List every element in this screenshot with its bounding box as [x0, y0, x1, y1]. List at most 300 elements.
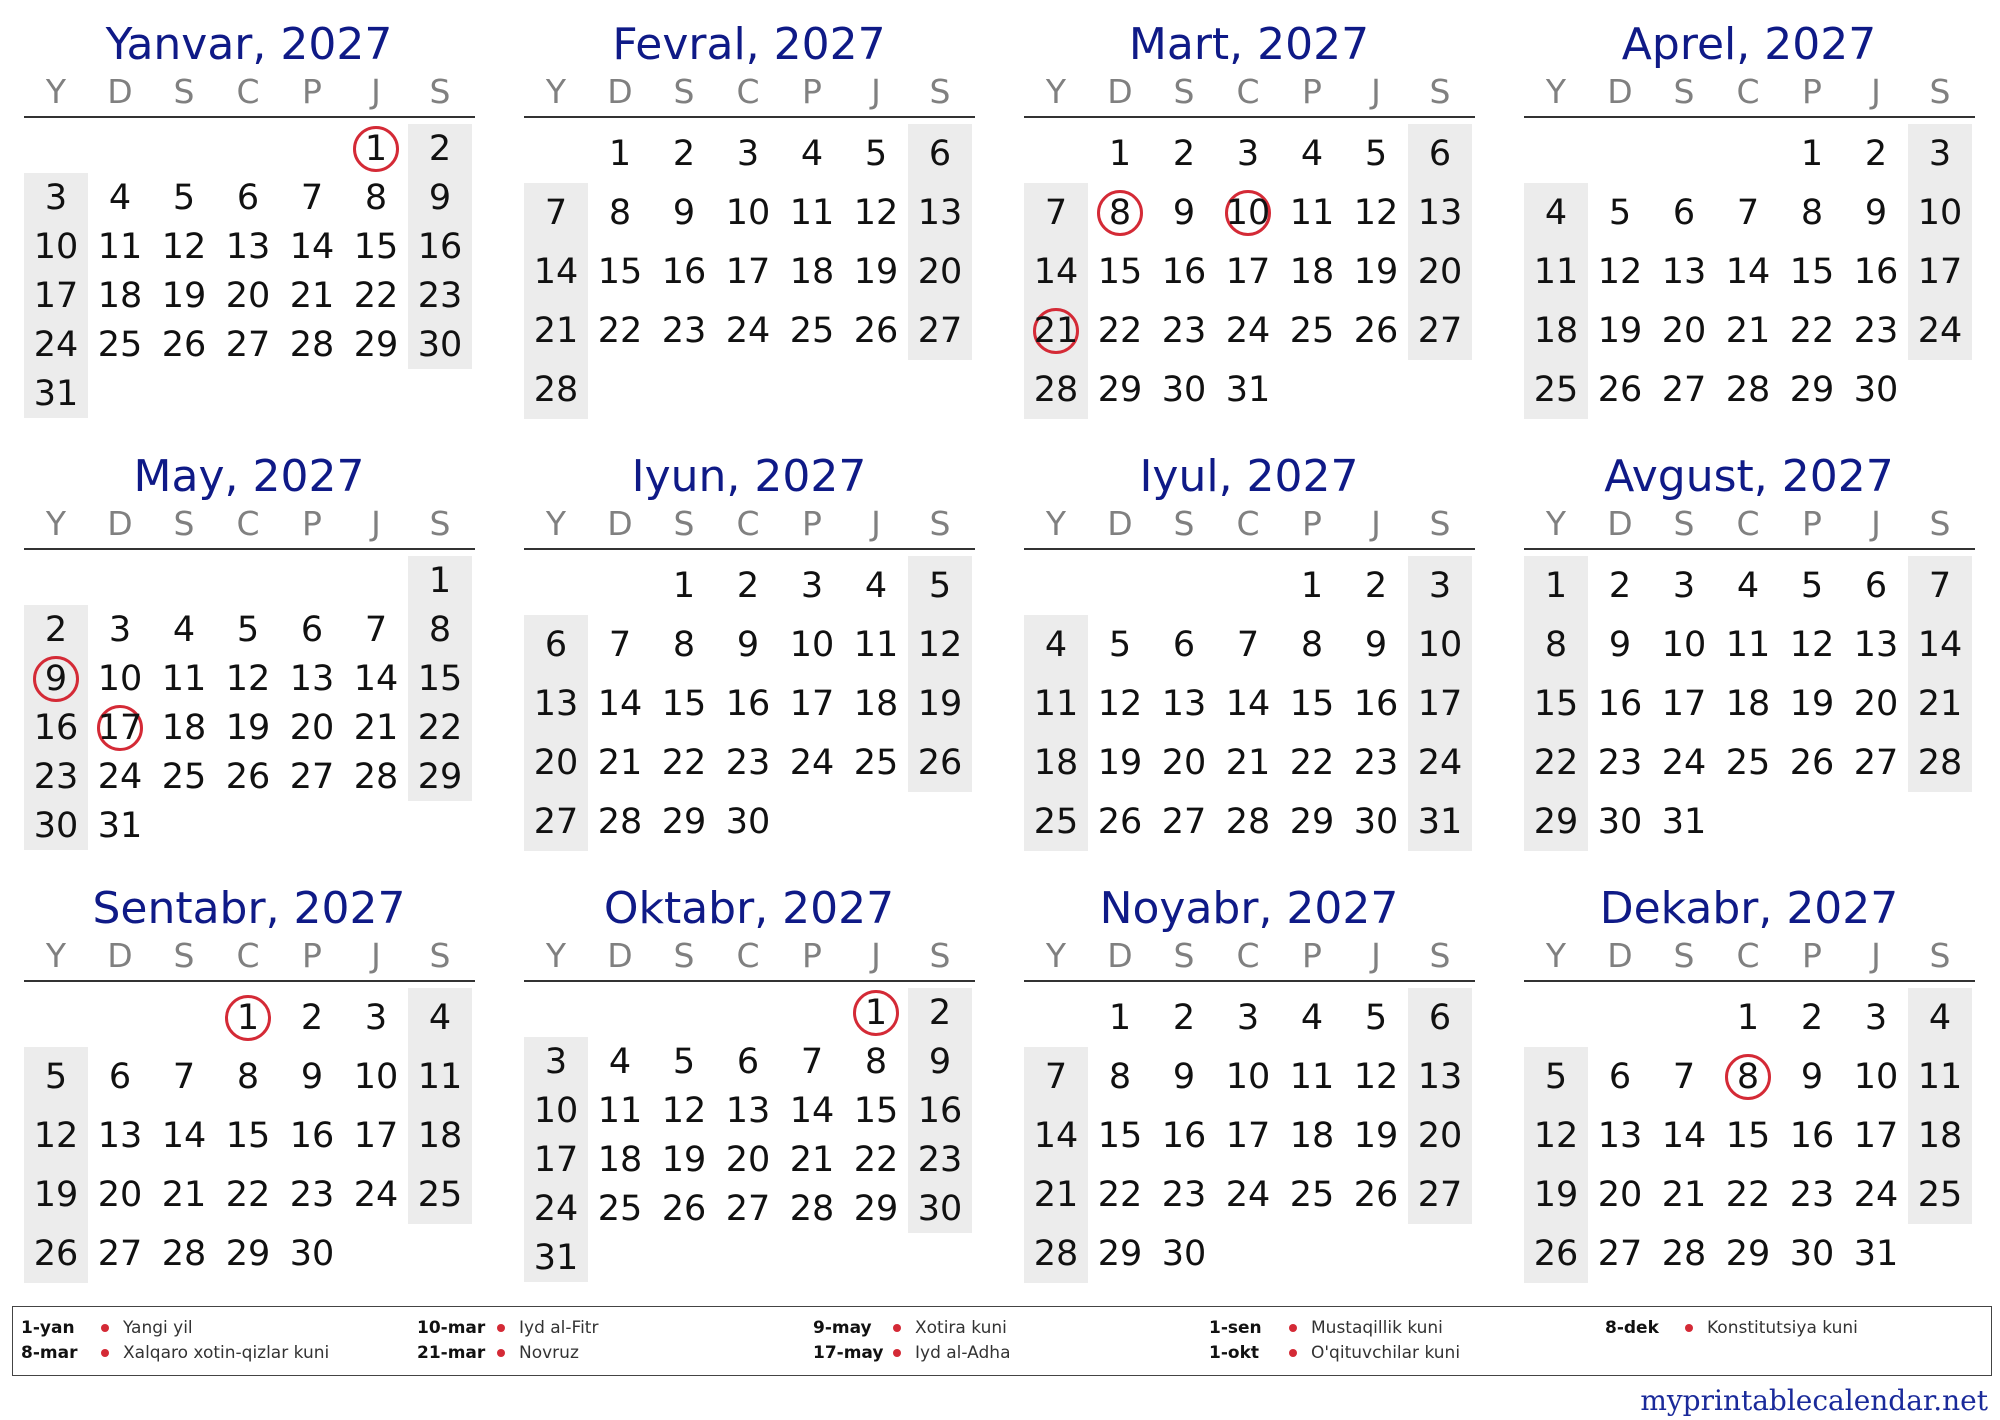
empty-day-cell: [408, 801, 472, 850]
weekday-header: Y: [545, 504, 567, 543]
calendar-day: [908, 1184, 972, 1233]
day-number: 2: [736, 565, 760, 606]
weekday-header: J: [1871, 936, 1881, 975]
calendar-day: [1652, 1224, 1716, 1283]
calendar-day: [716, 242, 780, 301]
day-number: 7: [1044, 1056, 1068, 1097]
day-number: 8: [428, 609, 452, 650]
day-number: 28: [289, 324, 335, 365]
calendar-day: [588, 124, 652, 183]
calendar-day: [408, 752, 472, 801]
calendar-day: [1344, 733, 1408, 792]
day-number: 21: [353, 707, 399, 748]
day-number: 16: [1597, 683, 1643, 724]
calendar-day: [1652, 1165, 1716, 1224]
calendar-grid: [24, 14, 1974, 1310]
day-number: 10: [1417, 624, 1463, 665]
calendar-day: [1280, 556, 1344, 615]
calendar-day: [88, 1047, 152, 1106]
calendar-day: [1524, 1106, 1588, 1165]
calendar-day: [780, 556, 844, 615]
weekday-header-row: [524, 936, 974, 978]
day-number: 6: [1172, 624, 1196, 665]
day-number: 5: [1108, 624, 1132, 665]
calendar-day: [652, 674, 716, 733]
weekday-header: J: [1371, 504, 1381, 543]
calendar-day: [1344, 242, 1408, 301]
legend-date: 17-may: [813, 1342, 884, 1363]
calendar-day: [524, 792, 588, 851]
day-number: 26: [1533, 1233, 1579, 1274]
empty-day-cell: [152, 369, 216, 418]
day-number: 2: [672, 133, 696, 174]
calendar-day: [1216, 360, 1280, 419]
day-number: 15: [1725, 1115, 1771, 1156]
calendar-day: [24, 801, 88, 850]
calendar-day: [1088, 733, 1152, 792]
day-number: 15: [225, 1115, 271, 1156]
day-number: 29: [417, 756, 463, 797]
calendar-day: [1344, 124, 1408, 183]
calendar-day: [1024, 1047, 1088, 1106]
calendar-day: [1088, 1106, 1152, 1165]
weekday-header-row: [524, 504, 974, 546]
calendar-day: [908, 1135, 972, 1184]
calendar-day: [1652, 792, 1716, 851]
calendar-day: [1652, 183, 1716, 242]
day-number: 2: [1864, 133, 1888, 174]
calendar-day: [24, 1165, 88, 1224]
calendar-day: [1780, 1224, 1844, 1283]
calendar-day: [344, 173, 408, 222]
calendar-day: [344, 1047, 408, 1106]
empty-day-cell: [780, 988, 844, 1037]
day-number: 28: [353, 756, 399, 797]
day-number: 19: [33, 1174, 79, 1215]
calendar-day: [908, 988, 972, 1037]
day-number: 12: [225, 658, 271, 699]
calendar-day: [1588, 1165, 1652, 1224]
calendar-day: [1588, 792, 1652, 851]
day-number: 15: [1097, 1115, 1143, 1156]
weekday-header: C: [1736, 504, 1760, 543]
day-number: 28: [1225, 801, 1271, 842]
month-title: Dekabr, 2027: [1599, 883, 1899, 934]
day-number: 15: [353, 226, 399, 267]
day-number: 12: [1533, 1115, 1579, 1156]
calendar-day: [652, 792, 716, 851]
weekday-header: P: [1802, 936, 1822, 975]
day-number: 9: [1864, 192, 1888, 233]
day-number: 24: [97, 756, 143, 797]
day-number: 6: [300, 609, 324, 650]
calendar-day: [216, 752, 280, 801]
day-number: 7: [1672, 1056, 1696, 1097]
day-number: 7: [1044, 192, 1068, 233]
day-number: 30: [1161, 1233, 1207, 1274]
calendar-day: [280, 1165, 344, 1224]
day-number: 4: [864, 565, 888, 606]
day-number: 21: [1033, 310, 1079, 351]
empty-day-cell: [588, 1233, 652, 1282]
day-number: 1: [1108, 997, 1132, 1038]
header-rule: [524, 116, 975, 118]
day-grid: [24, 556, 474, 850]
calendar-day: [1588, 1224, 1652, 1283]
calendar-day: [1024, 792, 1088, 851]
calendar-day: [524, 1184, 588, 1233]
day-number: 12: [161, 226, 207, 267]
day-number: 18: [597, 1139, 643, 1180]
day-grid: [1024, 988, 1474, 1283]
day-number: 3: [1428, 565, 1452, 606]
empty-day-cell: [1408, 1224, 1472, 1283]
weekday-header: D: [107, 504, 133, 543]
calendar-day: [1216, 301, 1280, 360]
header-rule: [24, 548, 475, 550]
day-number: 9: [1800, 1056, 1824, 1097]
day-number: 28: [597, 801, 643, 842]
calendar-day: [1524, 792, 1588, 851]
calendar-day: [88, 320, 152, 369]
bullet-dot-icon: [101, 1324, 109, 1332]
calendar-day: [1216, 183, 1280, 242]
calendar-day: [216, 703, 280, 752]
legend-column: [1605, 1315, 2000, 1375]
calendar-day: [1408, 183, 1472, 242]
weekday-header: Y: [545, 72, 567, 111]
calendar-day: [88, 703, 152, 752]
calendar-day: [1152, 1165, 1216, 1224]
weekday-header: S: [429, 72, 451, 111]
day-number: 13: [289, 658, 335, 699]
calendar-day: [1524, 615, 1588, 674]
calendar-day: [844, 1037, 908, 1086]
day-number: 5: [236, 609, 260, 650]
calendar-day: [24, 752, 88, 801]
weekday-header: P: [1302, 504, 1322, 543]
day-number: 16: [1161, 251, 1207, 292]
weekday-header-row: [24, 936, 474, 978]
calendar-day: [1588, 242, 1652, 301]
day-number: 13: [533, 683, 579, 724]
weekday-header: D: [107, 72, 133, 111]
calendar-day: [1152, 1047, 1216, 1106]
weekday-header: S: [929, 504, 951, 543]
day-number: 7: [364, 609, 388, 650]
calendar-day: [1088, 183, 1152, 242]
calendar-day: [1280, 183, 1344, 242]
day-number: 12: [1097, 683, 1143, 724]
calendar-day: [716, 1135, 780, 1184]
calendar-day: [908, 242, 972, 301]
day-number: 10: [353, 1056, 399, 1097]
day-number: 25: [1289, 310, 1335, 351]
calendar-day: [408, 654, 472, 703]
empty-day-cell: [152, 988, 216, 1047]
weekday-header: S: [929, 936, 951, 975]
weekday-header: C: [736, 72, 760, 111]
day-number: 13: [1161, 683, 1207, 724]
calendar-day: [344, 1106, 408, 1165]
day-number: 11: [417, 1056, 463, 1097]
calendar-day: [1588, 1047, 1652, 1106]
day-number: 25: [1917, 1174, 1963, 1215]
day-number: 27: [917, 310, 963, 351]
empty-day-cell: [1024, 988, 1088, 1047]
day-number: 10: [1225, 192, 1271, 233]
day-number: 6: [1864, 565, 1888, 606]
calendar-day: [1780, 242, 1844, 301]
calendar-day: [716, 556, 780, 615]
month-title: Noyabr, 2027: [1099, 883, 1399, 934]
day-number: 1: [364, 128, 388, 169]
day-number: 15: [1289, 683, 1335, 724]
month-title: Sentabr, 2027: [92, 883, 406, 934]
calendar-day: [152, 654, 216, 703]
day-number: 5: [1800, 565, 1824, 606]
calendar-day: [1152, 988, 1216, 1047]
legend-holiday-name: Xotira kuni: [915, 1317, 1007, 1338]
day-number: 15: [1097, 251, 1143, 292]
day-number: 15: [597, 251, 643, 292]
calendar-day: [344, 271, 408, 320]
calendar-day: [1024, 183, 1088, 242]
calendar-day: [1908, 988, 1972, 1047]
calendar-day: [1280, 988, 1344, 1047]
month-calendar: [1524, 446, 1974, 878]
day-number: 27: [1417, 310, 1463, 351]
day-number: 15: [661, 683, 707, 724]
day-number: 1: [1544, 565, 1568, 606]
empty-day-cell: [908, 360, 972, 419]
legend-date: 1-sen: [1209, 1317, 1262, 1338]
day-number: 23: [1789, 1174, 1835, 1215]
calendar-day: [1908, 733, 1972, 792]
calendar-day: [1844, 733, 1908, 792]
calendar-day: [844, 988, 908, 1037]
day-number: 17: [1225, 251, 1271, 292]
day-number: 16: [1353, 683, 1399, 724]
day-number: 11: [161, 658, 207, 699]
month-calendar: [1024, 446, 1474, 878]
day-number: 2: [1608, 565, 1632, 606]
calendar-day: [780, 615, 844, 674]
empty-day-cell: [344, 556, 408, 605]
day-number: 4: [1928, 997, 1952, 1038]
day-number: 6: [108, 1056, 132, 1097]
day-number: 29: [853, 1188, 899, 1229]
calendar-day: [408, 988, 472, 1047]
calendar-day: [1280, 615, 1344, 674]
legend-item: [813, 1340, 1209, 1365]
day-number: 31: [97, 805, 143, 846]
day-number: 16: [917, 1090, 963, 1131]
legend-date: 8-mar: [21, 1342, 78, 1363]
weekday-header-row: [1524, 504, 1974, 546]
day-number: 4: [800, 133, 824, 174]
day-number: 4: [1544, 192, 1568, 233]
calendar-day: [1344, 674, 1408, 733]
calendar-day: [280, 752, 344, 801]
calendar-day: [1780, 301, 1844, 360]
day-number: 9: [1364, 624, 1388, 665]
calendar-day: [780, 1086, 844, 1135]
calendar-day: [1908, 1106, 1972, 1165]
legend-column: [1209, 1315, 1605, 1375]
site-url[interactable]: myprintablecalendar.net: [1640, 1384, 1988, 1417]
calendar-day: [1088, 674, 1152, 733]
day-number: 29: [1725, 1233, 1771, 1274]
day-number: 26: [1353, 310, 1399, 351]
day-number: 22: [225, 1174, 271, 1215]
calendar-day: [524, 1086, 588, 1135]
day-number: 18: [417, 1115, 463, 1156]
weekday-header: J: [371, 936, 381, 975]
day-number: 12: [1597, 251, 1643, 292]
calendar-day: [280, 988, 344, 1047]
day-number: 30: [1597, 801, 1643, 842]
empty-day-cell: [280, 124, 344, 173]
calendar-day: [652, 1086, 716, 1135]
day-number: 6: [1428, 997, 1452, 1038]
calendar-day: [1844, 1047, 1908, 1106]
day-number: 30: [1789, 1233, 1835, 1274]
calendar-day: [1908, 556, 1972, 615]
calendar-day: [88, 173, 152, 222]
calendar-day: [1024, 1224, 1088, 1283]
day-number: 23: [33, 756, 79, 797]
calendar-day: [1588, 556, 1652, 615]
day-number: 8: [864, 1041, 888, 1082]
weekday-header: Y: [45, 504, 67, 543]
calendar-day: [1588, 301, 1652, 360]
calendar-day: [1716, 674, 1780, 733]
calendar-day: [88, 222, 152, 271]
day-number: 10: [533, 1090, 579, 1131]
day-number: 5: [1608, 192, 1632, 233]
day-number: 29: [1097, 369, 1143, 410]
day-number: 25: [789, 310, 835, 351]
weekday-header: J: [871, 504, 881, 543]
day-number: 7: [800, 1041, 824, 1082]
legend-item: [1605, 1315, 2000, 1340]
calendar-day: [716, 1086, 780, 1135]
empty-day-cell: [652, 1233, 716, 1282]
header-rule: [1524, 548, 1975, 550]
day-number: 8: [364, 177, 388, 218]
day-number: 12: [853, 192, 899, 233]
calendar-day: [1844, 1106, 1908, 1165]
calendar-day: [1280, 733, 1344, 792]
day-number: 17: [33, 275, 79, 316]
day-number: 10: [1225, 1056, 1271, 1097]
day-number: 9: [428, 177, 452, 218]
day-number: 28: [1917, 742, 1963, 783]
weekday-header: P: [802, 504, 822, 543]
day-number: 22: [1789, 310, 1835, 351]
calendar-day: [1780, 360, 1844, 419]
day-number: 15: [1789, 251, 1835, 292]
calendar-day: [1344, 1047, 1408, 1106]
day-number: 27: [97, 1233, 143, 1274]
day-number: 5: [864, 133, 888, 174]
calendar-day: [588, 242, 652, 301]
empty-day-cell: [88, 124, 152, 173]
day-number: 20: [225, 275, 271, 316]
day-number: 30: [289, 1233, 335, 1274]
day-number: 18: [1289, 1115, 1335, 1156]
calendar-day: [780, 1037, 844, 1086]
calendar-day: [1908, 615, 1972, 674]
calendar-day: [716, 183, 780, 242]
calendar-day: [152, 173, 216, 222]
calendar-day: [280, 222, 344, 271]
day-number: 14: [353, 658, 399, 699]
day-number: 21: [533, 310, 579, 351]
day-number: 14: [1033, 251, 1079, 292]
calendar-day: [88, 1224, 152, 1283]
day-number: 21: [1225, 742, 1271, 783]
day-number: 13: [1661, 251, 1707, 292]
calendar-day: [908, 1086, 972, 1135]
calendar-day: [652, 556, 716, 615]
empty-day-cell: [780, 1233, 844, 1282]
day-grid: [1024, 124, 1474, 419]
day-number: 8: [1108, 1056, 1132, 1097]
day-number: 23: [1353, 742, 1399, 783]
calendar-day: [1716, 183, 1780, 242]
day-number: 13: [225, 226, 271, 267]
header-rule: [24, 116, 475, 118]
day-number: 25: [853, 742, 899, 783]
day-number: 29: [1097, 1233, 1143, 1274]
calendar-day: [1716, 1106, 1780, 1165]
day-number: 30: [1853, 369, 1899, 410]
calendar-day: [24, 369, 88, 418]
calendar-day: [344, 605, 408, 654]
calendar-day: [408, 271, 472, 320]
day-number: 7: [1236, 624, 1260, 665]
day-number: 9: [1172, 192, 1196, 233]
calendar-day: [24, 222, 88, 271]
month-title: Iyun, 2027: [631, 451, 867, 502]
weekday-header: D: [607, 936, 633, 975]
day-number: 13: [1417, 192, 1463, 233]
calendar-day: [780, 1184, 844, 1233]
calendar-day: [1216, 1047, 1280, 1106]
day-number: 11: [1289, 1056, 1335, 1097]
day-number: 21: [1725, 310, 1771, 351]
day-number: 24: [1417, 742, 1463, 783]
day-number: 5: [672, 1041, 696, 1082]
calendar-day: [408, 173, 472, 222]
weekday-header: S: [1673, 936, 1695, 975]
calendar-day: [1780, 615, 1844, 674]
calendar-day: [216, 1224, 280, 1283]
day-number: 21: [1661, 1174, 1707, 1215]
calendar-day: [844, 733, 908, 792]
calendar-day: [408, 605, 472, 654]
calendar-day: [1652, 733, 1716, 792]
day-number: 23: [917, 1139, 963, 1180]
calendar-day: [1524, 1047, 1588, 1106]
calendar-day: [1216, 242, 1280, 301]
weekday-header: D: [1607, 72, 1633, 111]
empty-day-cell: [908, 792, 972, 851]
calendar-day: [1844, 1165, 1908, 1224]
weekday-header-row: [24, 72, 474, 114]
